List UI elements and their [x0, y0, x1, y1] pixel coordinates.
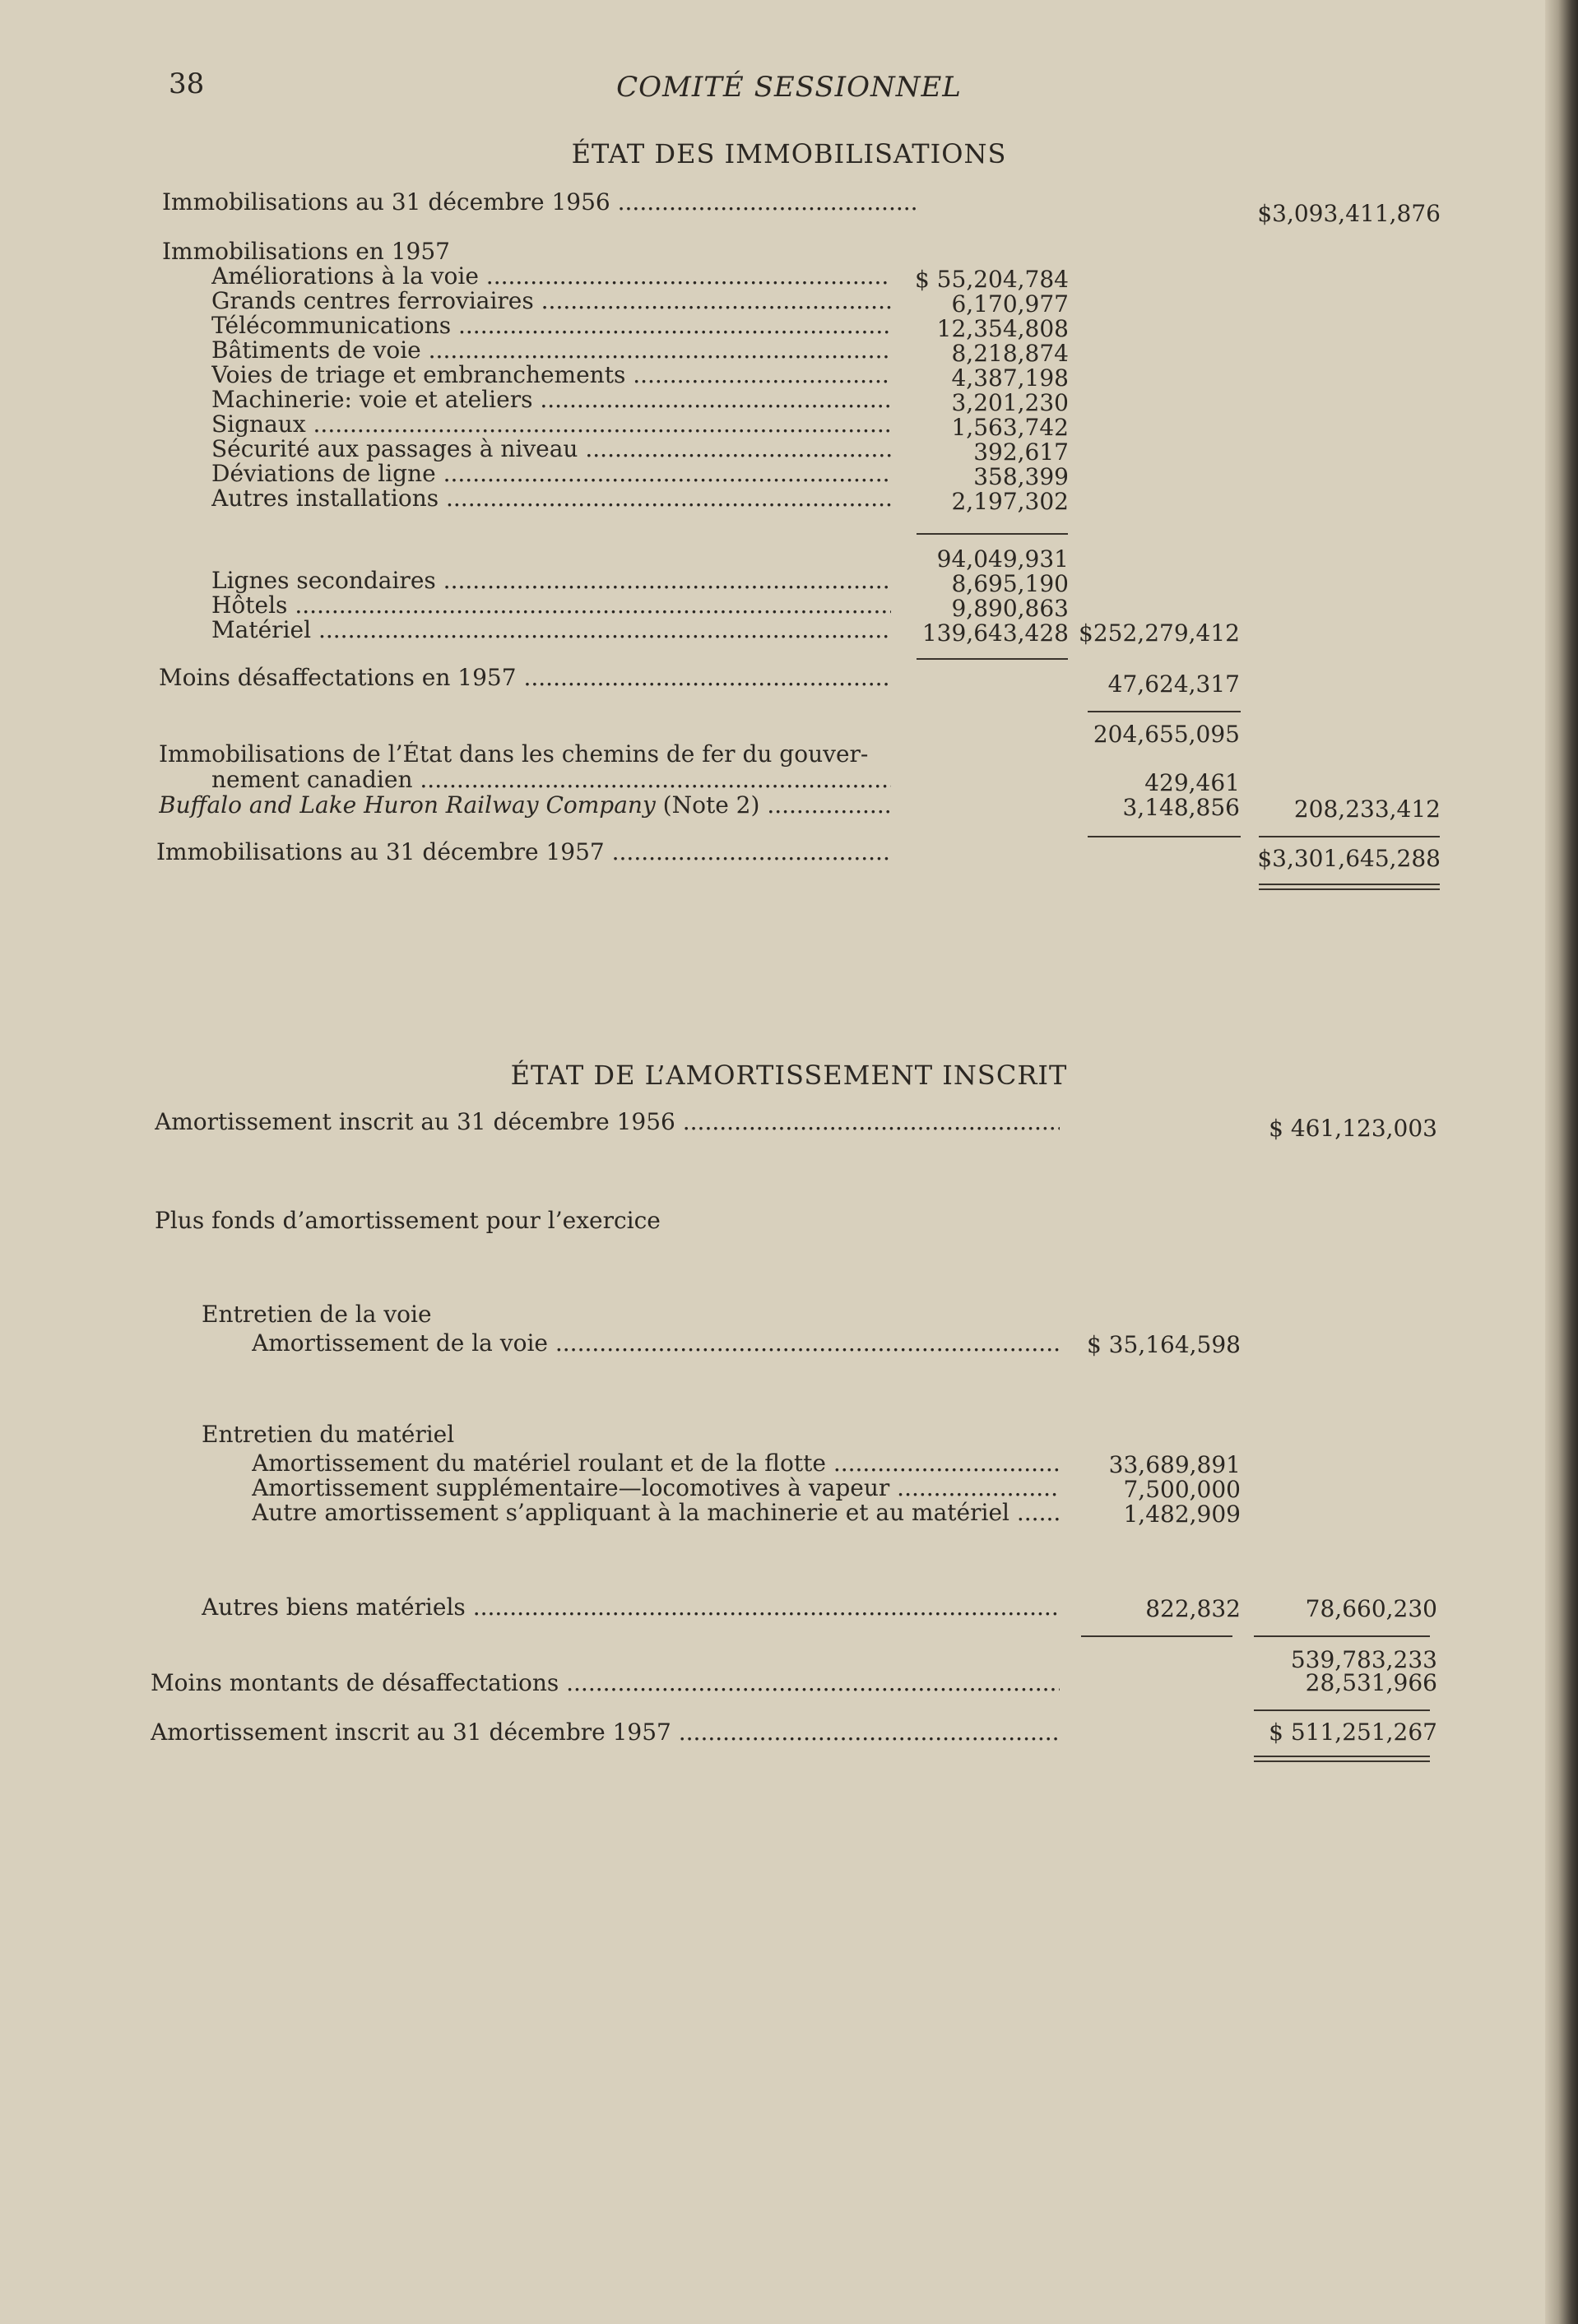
row-label: Moins montants de désaffectations ..... [151, 1670, 1060, 1696]
row-label: Autres installations ..... [211, 485, 891, 512]
table-row [0, 485, 1578, 515]
row-label: Sécurité aux passages à niveau ..... [211, 436, 891, 462]
row-label: Immobilisations au 31 décembre 1956 ..... [162, 189, 919, 216]
closing-row [0, 839, 1578, 872]
running-head: COMITÉ SESSIONNEL [616, 71, 962, 104]
table-row [0, 1594, 1578, 1621]
table-row [0, 592, 1578, 622]
table-row [0, 263, 1578, 293]
row-label: Autres biens matériels ..... [202, 1594, 1060, 1621]
page-number: 38 [169, 67, 205, 100]
section-heading [0, 239, 1578, 265]
table-row [0, 568, 1578, 597]
row-total: 208,233,412 [1293, 796, 1441, 823]
row-label: Entretien de la voie [202, 1301, 432, 1328]
section-heading [0, 1422, 1578, 1448]
amortissement-title: ÉTAT DE L’AMORTISSEMENT INSCRIT [510, 1060, 1068, 1091]
table-row [0, 1450, 1578, 1477]
row-label: Amortissement du matériel roulant et de la flotte ..... [252, 1450, 1060, 1477]
row-label: Immobilisations en 1957 [162, 239, 450, 265]
table-row [0, 1500, 1578, 1526]
row-label: nement canadien ..... [211, 767, 891, 793]
table-row [0, 617, 1578, 647]
row-value: 2,197,302 [951, 488, 1069, 515]
row-label: Amortissement inscrit au 31 décembre 1956 ..... [155, 1109, 1060, 1135]
row-label: Entretien du matériel [202, 1422, 455, 1448]
opening-row [0, 1109, 1578, 1142]
buffalo-row [0, 792, 1578, 823]
row-value: 33,689,891 [1108, 1451, 1241, 1478]
rule [1254, 1635, 1430, 1637]
row-label: Plus fonds d’amortissement pour l’exercice [155, 1208, 661, 1234]
double-rule [1259, 884, 1440, 890]
row-value: 392,617 [973, 438, 1069, 466]
row-value: 3,148,856 [1122, 794, 1240, 821]
row-label: Immobilisations de l’État dans les chemins de fer du gouver- [159, 741, 869, 768]
row-label [159, 792, 891, 819]
row-value: 822,832 [1145, 1595, 1241, 1622]
row-total: 28,531,966 [1305, 1669, 1437, 1696]
row-label: Amortissement inscrit au 31 décembre 1957 ..... [151, 1719, 1060, 1746]
row-total: $3,301,645,288 [1257, 845, 1441, 872]
row-value: 8,218,874 [951, 340, 1069, 367]
row-total: $ 461,123,003 [1269, 1115, 1437, 1142]
row-label: Signaux ..... [211, 411, 891, 438]
section-heading [0, 1208, 1578, 1234]
row-value: 429,461 [1144, 769, 1240, 796]
table-row [0, 461, 1578, 490]
row-value: 47,624,317 [1107, 670, 1240, 698]
row-label: Autre amortissement s’appliquant à la machinerie et au matériel ..... [252, 1500, 1060, 1526]
row-label: Immobilisations au 31 décembre 1957 ..... [156, 839, 891, 865]
section-heading [0, 1301, 1578, 1328]
row-label: Améliorations à la voie ..... [211, 263, 891, 290]
row-value: 9,890,863 [951, 595, 1069, 622]
row-value: 12,354,808 [936, 315, 1069, 342]
row-value: 4,387,198 [951, 364, 1069, 392]
row-value: 358,399 [973, 463, 1069, 490]
row-label: Amortissement de la voie ..... [252, 1330, 1060, 1357]
row-label: Moins désaffectations en 1957 ..... [159, 665, 891, 691]
row-label: Machinerie: voie et ateliers ..... [211, 387, 891, 413]
row-value: 6,170,977 [951, 290, 1069, 318]
table-row [0, 411, 1578, 441]
opening-row [0, 189, 1578, 227]
rule [1088, 836, 1241, 837]
row-value: 1,482,909 [1123, 1501, 1241, 1528]
row-value: 1,563,742 [951, 414, 1069, 441]
subtotal-rule [917, 533, 1068, 535]
row-value: 204,655,095 [1093, 721, 1240, 748]
table-row [0, 337, 1578, 367]
row-value: $ 55,204,784 [914, 266, 1069, 293]
row-value: 7,500,000 [1123, 1476, 1241, 1503]
row-total: 539,783,233 [1290, 1646, 1437, 1673]
row-value: 139,643,428 [921, 619, 1069, 647]
row-total: $252,279,412 [1079, 619, 1240, 647]
table-row [0, 1475, 1578, 1501]
govt-row-line2 [0, 767, 1578, 796]
double-rule [1254, 1756, 1430, 1762]
row-total: $ 511,251,267 [1269, 1719, 1437, 1746]
row-value: 94,049,931 [936, 545, 1069, 573]
rule [1088, 711, 1241, 712]
row-value: $ 35,164,598 [1086, 1331, 1241, 1358]
table-row [0, 362, 1578, 392]
row-label: Amortissement supplémentaire—locomotives à vapeur ..... [252, 1475, 1060, 1501]
immobilisations-title: ÉTAT DES IMMOBILISATIONS [571, 138, 1007, 169]
table-row [0, 1330, 1578, 1357]
row-value: 8,695,190 [951, 570, 1069, 597]
row-label: Hôtels ..... [211, 592, 891, 619]
table-row [0, 313, 1578, 342]
row-label: Lignes secondaires ..... [211, 568, 891, 594]
table-row [0, 387, 1578, 416]
rule [1081, 1635, 1232, 1637]
row-label: Télécommunications ..... [211, 313, 891, 339]
row-label: Déviations de ligne ..... [211, 461, 891, 487]
table-row [0, 436, 1578, 466]
row-total: $3,093,411,876 [1257, 200, 1441, 227]
row-label: Bâtiments de voie ..... [211, 337, 891, 364]
row-total: 78,660,230 [1305, 1595, 1437, 1622]
row-value: 3,201,230 [951, 389, 1069, 416]
closing-row [0, 1719, 1578, 1746]
govt-row-line1 [0, 741, 1578, 768]
row-label: Grands centres ferroviaires ..... [211, 288, 891, 314]
rule [1254, 1709, 1430, 1711]
buffalo-company-name: Buffalo and Lake Huron Railway Company [159, 792, 656, 819]
buffalo-note: (Note 2) [662, 792, 760, 819]
rule [1259, 836, 1440, 837]
retirements-row [0, 665, 1578, 698]
row-label: Voies de triage et embranchements ..... [211, 362, 891, 388]
table-row [0, 288, 1578, 318]
row-label: Matériel ..... [211, 617, 891, 643]
rule [917, 658, 1068, 660]
minus-row [0, 1670, 1578, 1696]
